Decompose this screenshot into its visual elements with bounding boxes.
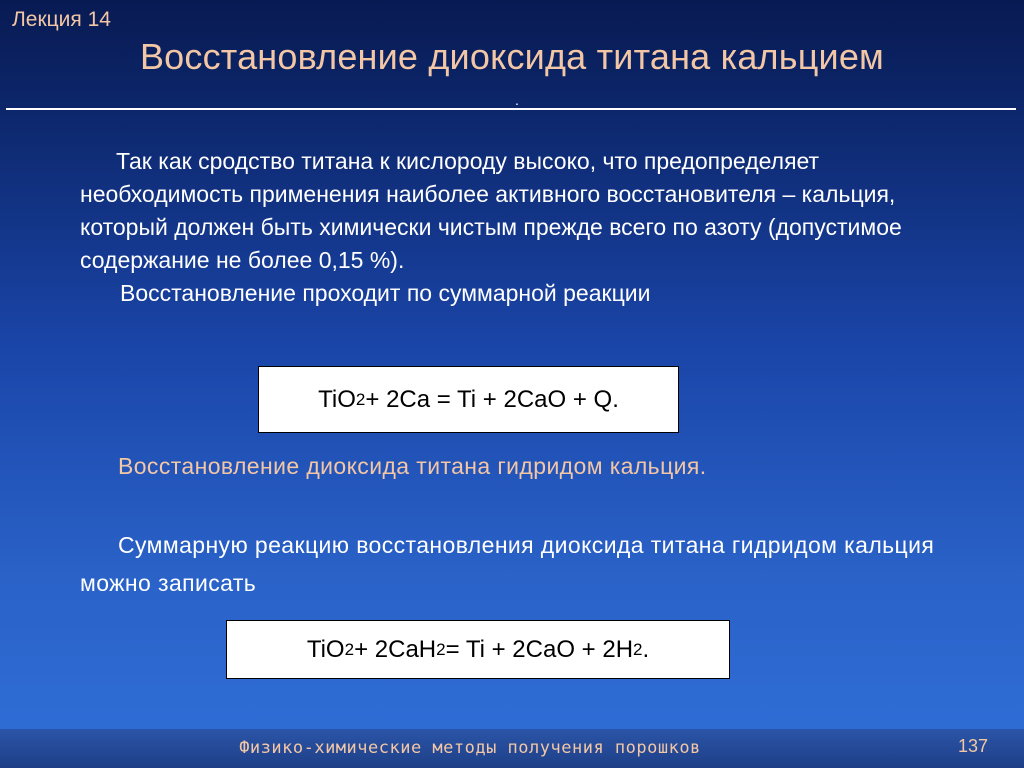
equation-box-calcium <box>258 366 679 433</box>
equation-part: TiO <box>318 385 356 413</box>
body-text-hydride <box>80 526 960 602</box>
equation-part: + 2CaH <box>354 635 437 663</box>
paragraph-reaction-intro: Восстановление проходит по суммарной реакции <box>120 280 651 306</box>
equation-part: . <box>642 635 650 663</box>
footer-bar <box>0 729 1024 768</box>
equation-subscript: 2 <box>633 639 643 659</box>
section-heading-hydride: Восстановление диоксида титана гидридом кальция. <box>118 453 707 479</box>
equation-box-hydride <box>226 620 730 679</box>
title-divider <box>6 108 1016 110</box>
paragraph-hydride-reaction: Суммарную реакцию восстановления диоксида титана гидридом кальция можно записать <box>80 532 935 596</box>
title-dot: . <box>515 92 519 108</box>
footer-course-title: Физико-химические методы получения порошков <box>239 738 701 758</box>
equation-subscript: 2 <box>355 389 366 409</box>
paragraph-affinity: Так как сродство титана к кислороду высоко, что предопределяет необходимость применения наиболее активного восстановителя – кальция, который должен быть химически чистым прежде всего по азоту (допустимое содержание не более 0,15 %). <box>80 148 902 273</box>
equation-subscript: 2 <box>344 639 355 659</box>
equation-part: + 2Ca = Ti + 2CaO + Q. <box>365 385 619 413</box>
equation-part: TiO <box>306 635 345 663</box>
equation-part: = Ti + 2CaO + 2H <box>445 635 634 663</box>
body-text <box>80 145 960 310</box>
slide-title: Восстановление диоксида титана кальцием <box>139 36 885 77</box>
equation-subscript: 2 <box>436 639 446 659</box>
lecture-label: Лекция 14 <box>12 8 111 31</box>
page-number: 137 <box>958 736 989 756</box>
